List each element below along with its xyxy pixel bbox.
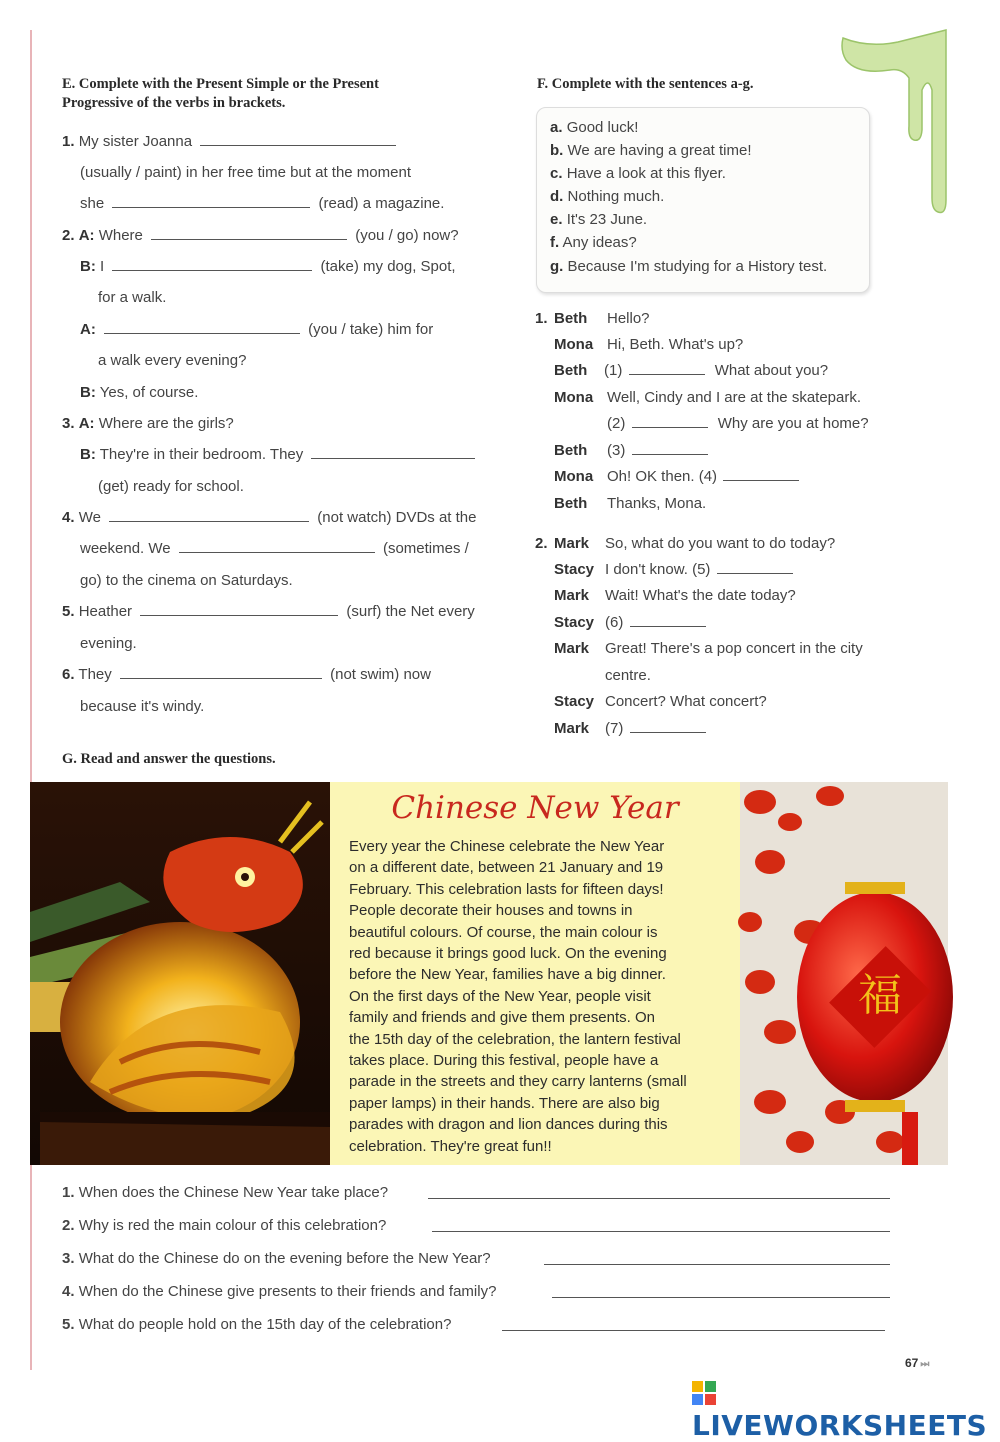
question-5 <box>62 1315 451 1335</box>
reading-line: People decorate their houses and towns in <box>349 902 633 920</box>
reading-line: the 15th day of the celebration, the lantern festival <box>349 1030 681 1048</box>
d1-speaker-3: Beth <box>554 362 588 379</box>
e-q2-b-label: B: <box>80 258 96 275</box>
option-e-text: It's 23 June. <box>566 211 648 228</box>
e-q2-b-hint: (take) my dog, Spot, <box>320 258 456 275</box>
d1-gap3-blank[interactable] <box>632 441 708 455</box>
d2-gap6-blank[interactable] <box>630 613 706 627</box>
exercise-f-heading: F. Complete with the sentences a-g. <box>537 76 754 92</box>
exercise-e-heading-line1: E. Complete with the Present Simple or the Present <box>62 76 379 92</box>
dialogue2-number: 2. <box>535 535 548 552</box>
reading-line: on a different date, between 21 January and 19 <box>349 859 664 877</box>
d2-gap5-label: I don't know. (5) <box>605 561 711 578</box>
e-q5-text: Heather <box>78 603 133 620</box>
e-q2-a2-hint: (you / take) him for <box>308 321 434 338</box>
reading-line: On the first days of the New Year, people visit <box>349 987 651 1005</box>
lanterns-illustration <box>740 782 948 1165</box>
d2-line-7: Concert? What concert? <box>605 693 767 710</box>
d2-speaker-2: Stacy <box>554 561 595 578</box>
exercise-e-heading <box>62 75 379 113</box>
e-q2-a-label: A: <box>78 227 95 244</box>
d1-line-8: Thanks, Mona. <box>607 495 707 512</box>
d1-gap3-label: (3) <box>607 442 626 459</box>
e-q2-b2-text: Yes, of course. <box>99 384 199 401</box>
d1-gap2-blank[interactable] <box>632 414 708 428</box>
d2-speaker-8: Mark <box>554 720 590 737</box>
dragon-illustration <box>30 782 330 1165</box>
e-q2-a2-label: A: <box>80 321 96 338</box>
option-f-text: Any ideas? <box>562 234 637 251</box>
question-2 <box>62 1216 386 1236</box>
d2-speaker-4: Stacy <box>554 614 595 631</box>
question-2-number: 2. <box>62 1217 75 1234</box>
question-5-text: What do people hold on the 15th day of the celebration? <box>78 1316 452 1333</box>
option-g-letter: g. <box>550 258 564 275</box>
d1-speaker-4: Mona <box>554 389 594 406</box>
d2-gap6-label: (6) <box>605 614 624 631</box>
d1-gap4-blank[interactable] <box>723 467 799 481</box>
page-number-value: 67 <box>905 1356 919 1370</box>
page-arrow-icon: ⏭ <box>920 1359 930 1370</box>
option-b-letter: b. <box>550 142 564 159</box>
d2-line-8 <box>605 719 706 739</box>
e-q3-line3: (get) ready for school. <box>98 478 244 495</box>
brand-grid-icon <box>692 1381 716 1405</box>
option-f <box>550 233 637 253</box>
question-4-text: When do the Chinese give presents to their friends and family? <box>78 1283 497 1300</box>
reading-line: Every year the Chinese celebrate the New Year <box>349 838 665 855</box>
e-q3-b-label: B: <box>80 446 96 463</box>
exercise-e-heading-line2: Progressive of the verbs in brackets. <box>62 95 286 111</box>
d2-line-3: Wait! What's the date today? <box>605 587 796 604</box>
e-q2-line6 <box>80 383 198 403</box>
reading-line: February. This celebration lasts for fifteen days! <box>349 880 664 898</box>
d2-gap5-blank[interactable] <box>717 560 793 574</box>
d1-speaker-1: Beth <box>554 310 588 327</box>
option-c-letter: c. <box>550 165 563 182</box>
d1-line-6 <box>607 441 708 461</box>
option-g <box>550 257 827 277</box>
option-a-letter: a. <box>550 119 563 136</box>
page-number <box>905 1356 929 1370</box>
option-e <box>550 210 647 230</box>
option-a-text: Good luck! <box>566 119 639 136</box>
question-1-number: 1. <box>62 1184 75 1201</box>
d1-line-2: Hi, Beth. What's up? <box>607 336 744 353</box>
e-q1-line1 <box>62 132 396 152</box>
exercise-g-heading: G. Read and answer the questions. <box>62 751 276 767</box>
d1-speaker-7: Mona <box>554 468 594 485</box>
e-q2-b2-label: B: <box>80 384 96 401</box>
e-q4-blank2[interactable] <box>179 539 375 553</box>
d1-line-5 <box>607 414 869 434</box>
e-q4-line1 <box>62 508 477 528</box>
d2-gap7-label: (7) <box>605 720 624 737</box>
d2-speaker-1: Mark <box>554 535 590 552</box>
e-q1-line3 <box>80 194 444 214</box>
e-q1-text: My sister Joanna <box>78 133 193 150</box>
answer-2-line[interactable] <box>432 1231 890 1232</box>
question-4-number: 4. <box>62 1283 75 1300</box>
reading-line: parades with dragon and lion dances during this <box>349 1116 668 1134</box>
e-q2-a-text: Where <box>98 227 143 244</box>
dialogue1-number: 1. <box>535 310 548 327</box>
question-5-number: 5. <box>62 1316 75 1333</box>
lantern-character: 福 <box>858 970 902 1021</box>
e-q5-line2: evening. <box>80 635 137 652</box>
d2-line-2 <box>605 560 793 580</box>
d2-line-5: Great! There's a pop concert in the city <box>605 640 863 657</box>
e-q2-line3: for a walk. <box>98 289 167 306</box>
question-3-number: 3. <box>62 1250 75 1267</box>
d1-gap1-label: (1) <box>604 362 623 379</box>
option-b-text: We are having a great time! <box>567 142 752 159</box>
e-q2-number: 2. <box>62 227 75 244</box>
option-f-letter: f. <box>550 234 560 251</box>
option-g-text: Because I'm studying for a History test. <box>567 258 828 275</box>
d1-speaker-6: Beth <box>554 442 588 459</box>
d1-line-5-post: Why are you at home? <box>717 415 869 432</box>
d2-speaker-3: Mark <box>554 587 590 604</box>
e-q4-line3: go) to the cinema on Saturdays. <box>80 572 293 589</box>
reading-line: takes place. During this festival, people have a <box>349 1052 659 1070</box>
option-c-text: Have a look at this flyer. <box>566 165 726 182</box>
option-b <box>550 141 752 161</box>
d1-speaker-8: Beth <box>554 495 588 512</box>
e-q6-text: They <box>78 666 112 683</box>
answer-5-line[interactable] <box>502 1330 885 1331</box>
e-q5-hint: (surf) the Net every <box>346 603 475 620</box>
e-q5-line1 <box>62 602 475 622</box>
e-q2-line5: a walk every evening? <box>98 352 247 369</box>
d1-gap4-label: Oh! OK then. (4) <box>607 468 718 485</box>
e-q3-blank1[interactable] <box>311 445 475 459</box>
e-q1-she: she <box>80 195 105 212</box>
question-4 <box>62 1282 496 1302</box>
d1-speaker-2: Mona <box>554 336 594 353</box>
question-3 <box>62 1249 491 1269</box>
liveworksheets-logo[interactable] <box>692 1376 1000 1442</box>
e-q3-line2 <box>80 445 475 465</box>
e-q4-number: 4. <box>62 509 75 526</box>
e-q1-line2: (usually / paint) in her free time but at the moment <box>80 164 411 181</box>
d1-line-1: Hello? <box>607 310 650 327</box>
e-q3-a-label: A: <box>78 415 95 432</box>
answer-4-line[interactable] <box>552 1297 890 1298</box>
reading-line: family and friends and give them presents. On <box>349 1009 655 1027</box>
e-q4-hint2: (sometimes / <box>382 540 469 557</box>
dragon-lantern-image <box>30 782 330 1165</box>
e-q5-blank1[interactable] <box>140 602 338 616</box>
e-q6-line2: because it's windy. <box>80 698 205 715</box>
e-q4-line2 <box>80 539 469 559</box>
e-q4-hint1: (not watch) DVDs at the <box>317 509 477 526</box>
d2-line-4 <box>605 613 706 633</box>
e-q1-number: 1. <box>62 133 75 150</box>
page-margin-rule <box>30 30 32 1370</box>
e-q3-a-text: Where are the girls? <box>98 415 234 432</box>
answer-3-line[interactable] <box>544 1264 890 1265</box>
option-d-letter: d. <box>550 188 564 205</box>
question-2-text: Why is red the main colour of this celebration? <box>78 1217 387 1234</box>
e-q2-line4 <box>80 320 433 340</box>
e-q6-number: 6. <box>62 666 75 683</box>
e-q6-hint: (not swim) now <box>330 666 431 683</box>
option-e-letter: e. <box>550 211 563 228</box>
d1-line-7 <box>607 467 799 487</box>
d1-gap1-blank[interactable] <box>629 361 705 375</box>
e-q3-b-text: They're in their bedroom. They <box>99 446 304 463</box>
d2-line-1: So, what do you want to do today? <box>605 535 836 552</box>
red-lanterns-image <box>740 782 948 1165</box>
e-q1-blank2[interactable] <box>112 194 310 208</box>
d1-line-3-post: What about you? <box>714 362 829 379</box>
answer-1-line[interactable] <box>428 1198 890 1199</box>
reading-line: red because it brings good luck. On the evening <box>349 945 667 963</box>
question-1 <box>62 1183 388 1203</box>
d2-speaker-7: Stacy <box>554 693 595 710</box>
d2-line-6: centre. <box>605 667 651 684</box>
d1-gap2-label: (2) <box>607 415 626 432</box>
option-d-text: Nothing much. <box>567 188 665 205</box>
e-q2-a-hint: (you / go) now? <box>355 227 459 244</box>
brand-name: LIVEWORKSHEETS <box>692 1409 988 1442</box>
e-q2-line1 <box>62 226 459 246</box>
e-q4-text2: weekend. We <box>80 540 171 557</box>
e-q2-blank2[interactable] <box>112 257 312 271</box>
e-q4-blank1[interactable] <box>109 508 309 522</box>
d1-line-3 <box>604 361 828 381</box>
option-c <box>550 164 726 184</box>
reading-line: before the New Year, families have a big dinner. <box>349 966 666 984</box>
e-q2-line2 <box>80 257 456 277</box>
reading-line: beautiful colours. Of course, the main colour is <box>349 923 658 941</box>
option-d <box>550 187 664 207</box>
e-q3-line1 <box>62 414 234 434</box>
question-1-text: When does the Chinese New Year take place? <box>78 1184 389 1201</box>
reading-line: parade in the streets and they carry lanterns (small <box>349 1073 687 1091</box>
option-a <box>550 118 638 138</box>
reading-body <box>349 836 735 1157</box>
d1-line-4: Well, Cindy and I are at the skatepark. <box>607 389 862 406</box>
e-q2-b-text: I <box>100 258 105 275</box>
e-q1-hint2: (read) a magazine. <box>318 195 445 212</box>
e-q2-blank3[interactable] <box>104 320 300 334</box>
question-3-text: What do the Chinese do on the evening before the New Year? <box>78 1250 491 1267</box>
e-q6-line1 <box>62 665 431 685</box>
reading-title: Chinese New Year <box>391 790 679 826</box>
d2-speaker-5: Mark <box>554 640 590 657</box>
e-q4-text: We <box>78 509 101 526</box>
reading-line: paper lamps) in their hands. There are also big <box>349 1094 660 1112</box>
e-q3-number: 3. <box>62 415 75 432</box>
e-q6-blank1[interactable] <box>120 665 322 679</box>
e-q5-number: 5. <box>62 603 75 620</box>
d2-gap7-blank[interactable] <box>630 719 706 733</box>
e-q1-blank1[interactable] <box>200 132 396 146</box>
e-q2-blank1[interactable] <box>151 226 347 240</box>
reading-line: celebration. They're great fun!! <box>349 1137 552 1155</box>
